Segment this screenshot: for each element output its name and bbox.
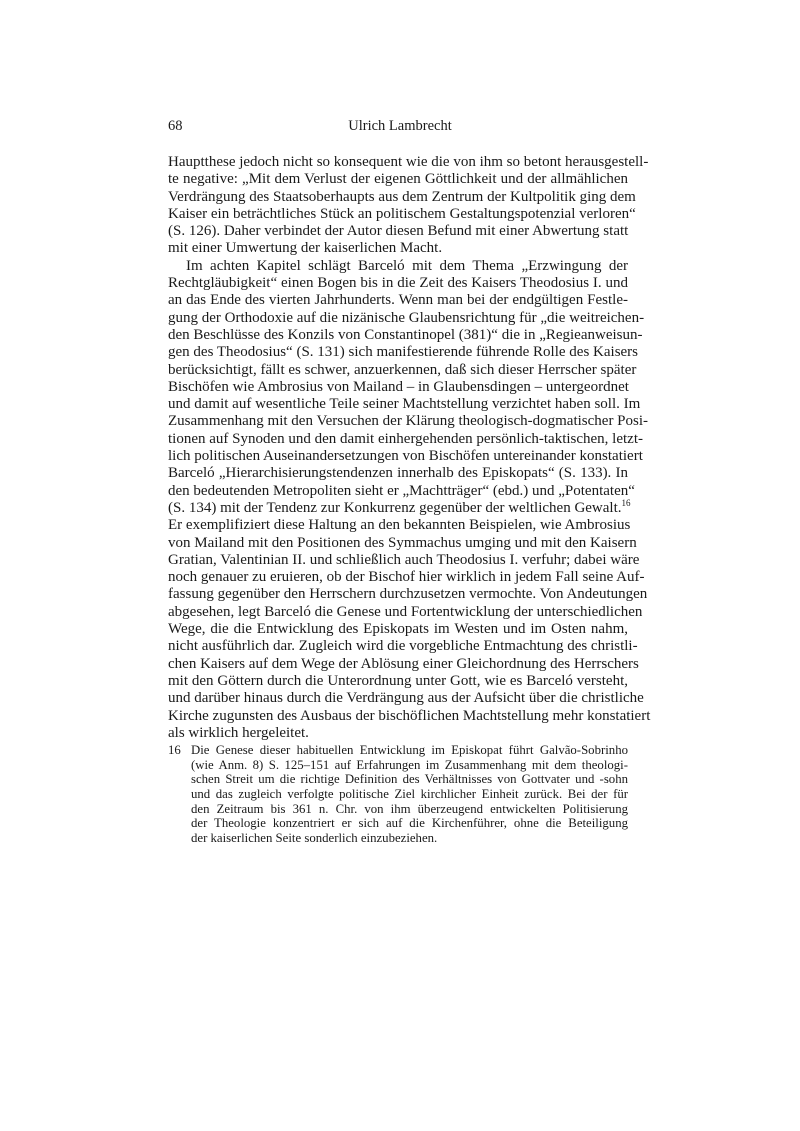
- text-line: Verdrängung des Staatsoberhaupts aus dem Zentrum der Kultpolitik ging dem: [168, 188, 636, 205]
- text-line: den Beschlüsse des Konzils von Constantinopel (381)“ die in „Regieanweisun-: [168, 326, 643, 343]
- text-line: Wege, die die Entwicklung des Episkopats im Westen und im Osten nahm,: [168, 621, 628, 638]
- text-line: mit den Göttern durch die Unterordnung unter Gott, wie es Barceló versteht,: [168, 672, 628, 689]
- footnote: [168, 743, 628, 846]
- text-line: lich politischen Auseinandersetzungen von Bischöfen untereinander konstatiert: [168, 448, 643, 465]
- text-line: mit einer Umwertung der kaiserlichen Macht.: [168, 240, 443, 257]
- text-line: (S. 126). Daher verbindet der Autor diesen Befund mit einer Abwertung statt: [168, 223, 629, 240]
- footnote-line: schen Streit um die richtige Definition des Verhältnisses von Gottvater und -sohn: [191, 772, 628, 787]
- footnote-line: Die Genese dieser habituellen Entwicklung im Episkopat führt Galvão-Sobrinho: [191, 743, 628, 757]
- text-line: nicht ausführlich dar. Zugleich wird die vorgebliche Entmachtung des christli-: [168, 638, 638, 655]
- text-line: noch genauer zu eruieren, ob der Bischof hier wirklich in jedem Fall seine Auf-: [168, 569, 645, 586]
- text-line: Hauptthese jedoch nicht so konsequent wie die von ihm so betont herausgestell-: [168, 154, 649, 170]
- text-line: gung der Orthodoxie auf die nizänische Glaubensrichtung für „die weitreichen-: [168, 309, 645, 326]
- body-text: [168, 154, 651, 742]
- text-line: Kirche zugunsten des Ausbaus der bischöflichen Machtstellung mehr konstatiert: [168, 707, 651, 724]
- running-head: Ulrich Lambrecht: [348, 118, 452, 134]
- text-line: von Mailand mit den Positionen des Symmachus umging und mit den Kaisern: [168, 534, 637, 551]
- text-line: Bischöfen wie Ambrosius von Mailand – in Glaubensdingen – untergeordnet: [168, 378, 629, 395]
- text-line: Kaiser ein beträchtliches Stück an politischem Gestaltungspotenzial verloren“: [168, 205, 636, 222]
- footnote-line: den Zeitraum bis 361 n. Chr. von ihm überzeugend entwickelten Politisierung: [191, 801, 628, 816]
- text-line: berücksichtigt, fällt es schwer, anzuerkennen, daß sich dieser Herrscher später: [168, 361, 637, 378]
- text-line: Gratian, Valentinian II. und schließlich auch Theodosius I. verfuhr; dabei wäre: [168, 551, 640, 568]
- footnote-line: der kaiserlichen Seite sonderlich einzubeziehen.: [191, 831, 438, 846]
- text-line: fassung gegenüber den Herrschern durchzusetzen vermochte. Von Andeutungen: [168, 586, 648, 603]
- text-line: und darüber hinaus durch die Verdrängung aus der Aufsicht über die christliche: [168, 690, 644, 707]
- footnote-line: und das zugleich verfolgte politische Ziel kirchlicher Einheit zurück. Bei der für: [191, 787, 628, 802]
- text-line-with-footnote: [168, 497, 631, 517]
- text-line: Zusammenhang mit den Versuchen der Klärung theologisch-dogmatischer Posi-: [168, 413, 649, 430]
- text-line: Rechtgläubigkeit“ einen Bogen bis in die Zeit des Kaisers Theodosius I. und: [168, 275, 628, 292]
- text-line: abgesehen, legt Barceló die Genese und Fortentwicklung der unterschiedlichen: [168, 603, 643, 620]
- text-line: te negative: „Mit dem Verlust der eigenen Göttlichkeit und der allmählichen: [168, 171, 628, 188]
- text-line: und damit auf wesentliche Teile seiner Machtstellung verzichtet haben soll. Im: [168, 396, 641, 413]
- footnote-number: 16: [168, 743, 181, 757]
- text-line: als wirklich hergeleitet.: [168, 724, 309, 741]
- text-line: Er exemplifiziert diese Haltung an den bekannten Beispielen, wie Ambrosius: [168, 517, 631, 534]
- text-line: an das Ende des vierten Jahrhunderts. Wenn man bei der endgültigen Festle-: [168, 292, 628, 309]
- text-line: Barceló „Hierarchisierungstendenzen innerhalb des Episkopats“ (S. 133). In: [168, 465, 628, 482]
- text-line: den bedeutenden Metropoliten sieht er „Machtträger“ (ebd.) und „Potentaten“: [168, 482, 635, 499]
- text-line: tionen auf Synoden und den damit einhergehenden persönlich-taktischen, letzt-: [168, 430, 643, 447]
- text-line: chen Kaisers auf dem Wege der Ablösung einer Gleichordnung des Herrschers: [168, 655, 639, 672]
- footnote-line: der Theologie konzentriert er sich auf die Kirchenführer, ohne die Beteiligung: [191, 816, 628, 831]
- text-line: gen des Theodosius“ (S. 131) sich manifestierende führende Rolle des Kaisers: [168, 344, 639, 361]
- page-number: 68: [168, 118, 183, 134]
- text-line: (S. 134) mit der Tendenz zur Konkurrenz gegenüber der weltlichen Gewalt.: [168, 499, 622, 516]
- text-line: Im achten Kapitel schlägt Barceló mit dem Thema „Erzwingung der: [186, 257, 628, 274]
- footnote-marker[interactable]: 16: [621, 497, 631, 508]
- footnote-line: (wie Anm. 8) S. 125–151 auf Erfahrungen im Zusammenhang mit dem theologi-: [191, 757, 628, 772]
